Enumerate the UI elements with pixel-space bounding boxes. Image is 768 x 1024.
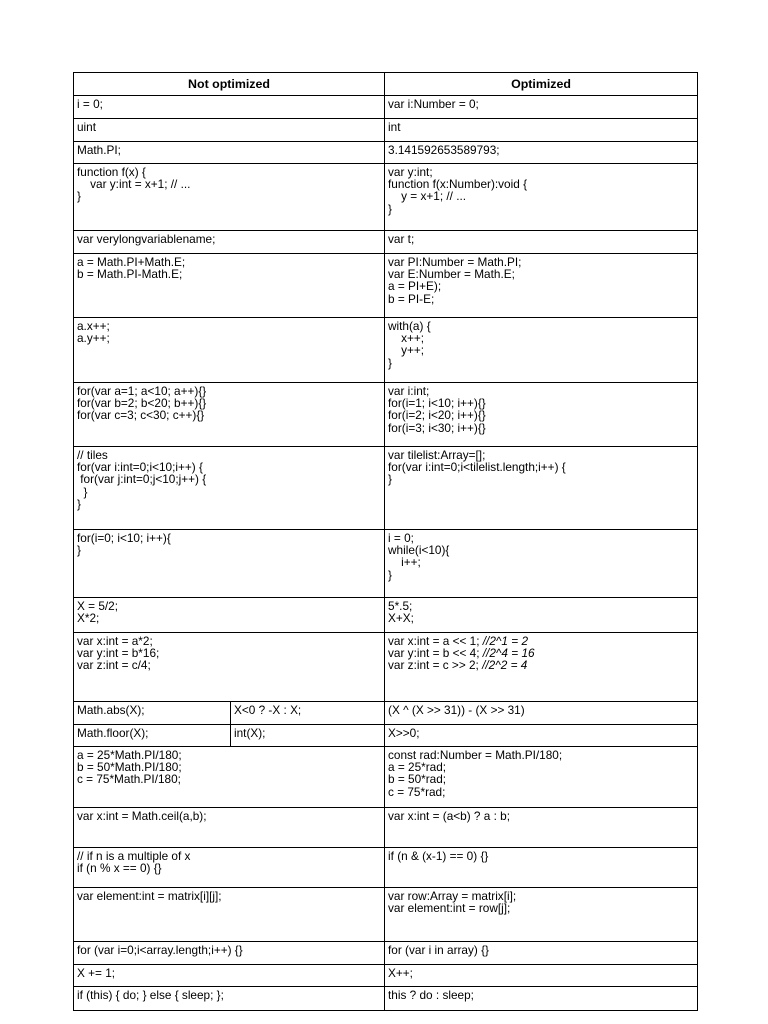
table-row <box>74 530 698 598</box>
table-row <box>74 702 698 725</box>
table-row <box>74 96 698 119</box>
cell-optimized <box>385 942 698 965</box>
code-line: y = x+1; // ... <box>388 189 467 204</box>
cell-not-optimized <box>74 119 385 142</box>
cell-not-optimized <box>74 598 385 633</box>
code-line: c = 75*Math.PI/180; <box>77 772 181 787</box>
cell-not-optimized <box>74 888 385 942</box>
header-row <box>74 73 698 96</box>
code-line: a = Math.PI+Math.E; <box>77 255 186 269</box>
table-row <box>74 598 698 633</box>
table-row <box>74 725 698 747</box>
cell-optimized <box>385 633 698 702</box>
code-line: while(i<10){ <box>388 543 450 558</box>
cell-optimized <box>385 530 698 598</box>
cell-not-optimized <box>74 447 385 530</box>
code-line: var row:Array = matrix[i]; <box>388 889 517 903</box>
code-line: for(var j:int=0;j<10;j++) { <box>77 472 207 487</box>
code-line: var y:int = x+1; // ... <box>77 177 191 192</box>
header-not-optimized: Not optimized <box>74 73 385 96</box>
code-line: var y:int; <box>388 165 433 179</box>
table-body <box>74 96 698 1011</box>
code-line: i = 0; <box>77 97 103 111</box>
code-line: Math.floor(X); <box>77 726 149 740</box>
code-line: for(var a=1; a<10; a++){} <box>77 384 207 398</box>
code-line: a = 25*rad; <box>388 760 447 775</box>
table-row <box>74 888 698 942</box>
cell-optimized <box>385 96 698 119</box>
code-line: X>>0; <box>388 726 420 740</box>
code-line: var i:int; <box>388 384 430 398</box>
code-line: b = 50*Math.PI/180; <box>77 760 182 775</box>
code-line: a.x++; <box>77 319 110 333</box>
code-line: b = 50*rad; <box>388 772 447 787</box>
code-line: const rad:Number = Math.PI/180; <box>388 748 563 762</box>
table-row <box>74 231 698 254</box>
code-line: with(a) { <box>388 319 431 333</box>
cell-not-optimized-alt <box>231 725 385 747</box>
table-row <box>74 119 698 142</box>
code-line: for(i=3; i<30; i++){} <box>388 420 486 435</box>
cell-not-optimized-alt <box>231 702 385 725</box>
cell-not-optimized <box>74 808 385 848</box>
code-line: for(i=2; i<20; i++){} <box>388 408 486 423</box>
cell-not-optimized <box>74 96 385 119</box>
code-line: X*2; <box>77 611 100 626</box>
code-line: function f(x:Number):void { <box>388 177 528 192</box>
table-row <box>74 318 698 383</box>
cell-optimized <box>385 747 698 808</box>
code-line: if (n % x == 0) {} <box>77 861 162 876</box>
code-line: var element:int = row[j]; <box>388 901 511 916</box>
code-line: X<0 ? -X : X; <box>234 703 302 717</box>
cell-optimized <box>385 164 698 231</box>
code-line: if (n & (x-1) == 0) {} <box>388 849 489 863</box>
code-line: } <box>388 567 392 582</box>
code-line: for(var i:int=0;i<10;i++) { <box>77 460 203 475</box>
code-line: Math.PI; <box>77 143 121 157</box>
code-line: var x:int = a*2; <box>77 634 153 648</box>
cell-optimized <box>385 383 698 447</box>
code-line: for(var i:int=0;i<tilelist.length;i++) { <box>388 460 566 475</box>
optimization-table <box>73 72 698 1011</box>
code-line: var tilelist:Array=[]; <box>388 448 486 462</box>
cell-not-optimized <box>74 702 231 725</box>
code-line: for (var i in array) {} <box>388 943 489 957</box>
code-line: var z:int = c/4; <box>77 658 151 673</box>
code-line: // if n is a multiple of x <box>77 849 191 863</box>
cell-optimized <box>385 965 698 987</box>
code-line: var x:int = Math.ceil(a,b); <box>77 809 207 823</box>
cell-optimized <box>385 598 698 633</box>
code-line: } <box>77 484 88 499</box>
code-line: var element:int = matrix[i][j]; <box>77 889 222 903</box>
code-line: int(X); <box>234 726 266 740</box>
cell-optimized <box>385 142 698 164</box>
cell-optimized <box>385 231 698 254</box>
cell-optimized <box>385 848 698 888</box>
code-line: b = Math.PI-Math.E; <box>77 267 183 282</box>
code-line: a.y++; <box>77 331 110 346</box>
code-line: for(i=1; i<10; i++){} <box>388 396 486 411</box>
cell-not-optimized <box>74 633 385 702</box>
code-line: } <box>388 472 392 487</box>
cell-not-optimized <box>74 942 385 965</box>
cell-not-optimized <box>74 965 385 987</box>
table-row <box>74 987 698 1011</box>
table-row <box>74 747 698 808</box>
table-row <box>74 164 698 231</box>
code-line: 5*.5; <box>388 599 413 613</box>
cell-not-optimized <box>74 318 385 383</box>
cell-not-optimized <box>74 725 231 747</box>
code-line: Math.abs(X); <box>77 703 145 717</box>
table-row <box>74 965 698 987</box>
code-line: i = 0; <box>388 531 414 545</box>
cell-optimized <box>385 119 698 142</box>
code-line: for(var b=2; b<20; b++){} <box>77 396 207 411</box>
table-row <box>74 254 698 318</box>
code-line: } <box>388 201 392 216</box>
cell-not-optimized <box>74 142 385 164</box>
code-line: var y:int = b*16; <box>77 646 160 661</box>
code-comment: //2^1 = 2 <box>482 634 528 648</box>
cell-optimized <box>385 447 698 530</box>
code-line: X++; <box>388 966 413 980</box>
table-row <box>74 447 698 530</box>
cell-not-optimized <box>74 383 385 447</box>
cell-optimized <box>385 725 698 747</box>
code-line: this ? do : sleep; <box>388 988 474 1002</box>
code-line: i++; <box>388 555 421 570</box>
table-row <box>74 848 698 888</box>
code-line: var PI:Number = Math.PI; <box>388 255 522 269</box>
code-line: } <box>77 189 81 204</box>
cell-optimized <box>385 702 698 725</box>
cell-not-optimized <box>74 747 385 808</box>
cell-not-optimized <box>74 848 385 888</box>
table-row <box>74 633 698 702</box>
code-comment: //2^4 = 16 <box>482 646 535 661</box>
code-line: uint <box>77 120 97 134</box>
code-comment: //2^2 = 4 <box>482 658 528 673</box>
table-row <box>74 142 698 164</box>
table-row <box>74 942 698 965</box>
code-line: X += 1; <box>77 966 116 980</box>
cell-optimized <box>385 318 698 383</box>
code-line: x++; <box>388 331 425 346</box>
code-line: var y:int = b << 4; //2^4 = 16 <box>388 646 535 661</box>
code-line: y++; <box>388 343 425 358</box>
code-line: (X ^ (X >> 31)) - (X >> 31) <box>388 703 525 717</box>
code-line: var x:int = a << 1; //2^1 = 2 <box>388 634 528 648</box>
code-line: var i:Number = 0; <box>388 97 479 111</box>
code-line: if (this) { do; } else { sleep; }; <box>77 988 224 1002</box>
code-line: int <box>388 120 401 134</box>
code-line: for (var i=0;i<array.length;i++) {} <box>77 943 243 957</box>
code-line: var E:Number = Math.E; <box>388 267 515 282</box>
code-line: // tiles <box>77 448 108 462</box>
code-line: } <box>77 543 81 558</box>
code-line: for(i=0; i<10; i++){ <box>77 531 171 545</box>
code-line: function f(x) { <box>77 165 146 179</box>
code-line: b = PI-E; <box>388 291 435 306</box>
header-optimized: Optimized <box>385 73 698 96</box>
code-line: a = PI+E); <box>388 279 442 294</box>
code-line: for(var c=3; c<30; c++){} <box>77 408 205 423</box>
code-line: var x:int = (a<b) ? a : b; <box>388 809 510 823</box>
cell-not-optimized <box>74 530 385 598</box>
cell-not-optimized <box>74 987 385 1011</box>
cell-optimized <box>385 808 698 848</box>
code-line: var t; <box>388 232 415 246</box>
code-line: a = 25*Math.PI/180; <box>77 748 182 762</box>
cell-not-optimized <box>74 254 385 318</box>
cell-not-optimized <box>74 231 385 254</box>
cell-optimized <box>385 254 698 318</box>
code-line: } <box>77 496 81 511</box>
code-line: 3.141592653589793; <box>388 143 500 157</box>
cell-optimized <box>385 888 698 942</box>
cell-not-optimized <box>74 164 385 231</box>
code-line: var z:int = c >> 2; //2^2 = 4 <box>388 658 528 673</box>
code-line: } <box>388 355 392 370</box>
cell-optimized <box>385 987 698 1011</box>
code-line: X = 5/2; <box>77 599 118 613</box>
table-row <box>74 383 698 447</box>
table-row <box>74 808 698 848</box>
code-line: var verylongvariablename; <box>77 232 216 246</box>
code-line: X+X; <box>388 611 414 626</box>
code-line: c = 75*rad; <box>388 784 446 799</box>
